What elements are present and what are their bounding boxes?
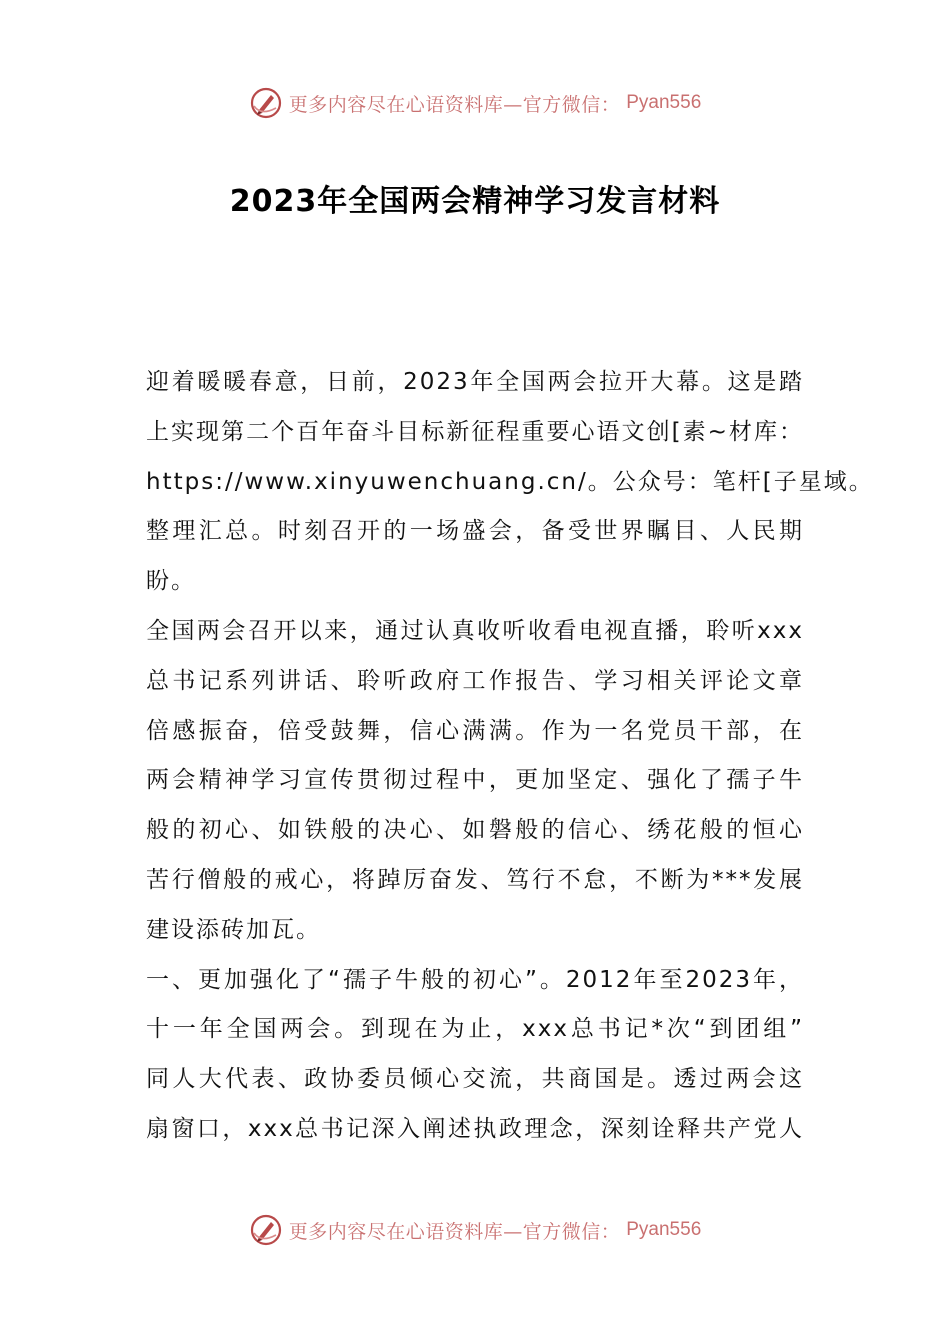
watermark-wechat-id: Pyan556 xyxy=(626,1219,702,1240)
paragraph-study xyxy=(146,607,804,956)
text-line: 十一年全国两会。到现在为止，xxx总书记*次“到团组” xyxy=(146,1016,804,1043)
text-line: https://www.xinyuwenchuang.cn/。公众号：笔杆[子星域。 xyxy=(146,468,874,495)
text-line: 上实现第二个百年奋斗目标新征程重要心语文创[素~材库： xyxy=(146,418,804,445)
watermark-wechat-id: Pyan556 xyxy=(626,92,702,113)
document-title: 2023年全国两会精神学习发言材料 xyxy=(229,184,721,219)
watermark-text: 更多内容尽在心语资料库—官方微信： xyxy=(288,93,621,116)
text-line: 建设添砖加瓦。 xyxy=(146,916,321,943)
text-line: 倍感振奋，倍受鼓舞，信心满满。作为一名党员干部，在 xyxy=(146,717,804,744)
paragraph-section-one xyxy=(146,956,804,1155)
header-watermark-banner xyxy=(0,83,950,123)
paragraph-intro xyxy=(146,358,874,607)
text-line: 总书记系列讲话、聆听政府工作报告、学习相关评论文章 xyxy=(146,667,804,694)
text-line: 整理汇总。时刻召开的一场盛会，备受世界瞩目、人民期 xyxy=(146,518,804,545)
footer-watermark-banner xyxy=(0,1210,950,1250)
pen-seal-logo-icon xyxy=(249,1213,283,1247)
text-line: 全国两会召开以来，通过认真收听收看电视直播，聆听xxx xyxy=(146,617,804,644)
document-body xyxy=(146,358,874,1155)
text-line: 同人大代表、政协委员倾心交流，共商国是。透过两会这 xyxy=(146,1066,804,1093)
pen-seal-logo-icon xyxy=(249,86,283,120)
text-line: 盼。 xyxy=(146,568,196,595)
text-line: 一、更加强化了“孺子牛般的初心”。2012年至2023年， xyxy=(146,966,804,993)
text-line: 般的初心、如铁般的决心、如磐般的信心、绣花般的恒心 xyxy=(146,817,804,844)
text-line: 苦行僧般的戒心，将踔厉奋发、笃行不怠，不断为***发展 xyxy=(146,866,804,893)
text-line: 两会精神学习宣传贯彻过程中，更加坚定、强化了孺子牛 xyxy=(146,767,804,794)
text-line: 迎着暖暖春意，日前，2023年全国两会拉开大幕。这是踏 xyxy=(146,369,804,395)
text-line: 扇窗口，xxx总书记深入阐述执政理念，深刻诠释共产党人 xyxy=(146,1115,804,1142)
watermark-text: 更多内容尽在心语资料库—官方微信： xyxy=(288,1220,621,1243)
